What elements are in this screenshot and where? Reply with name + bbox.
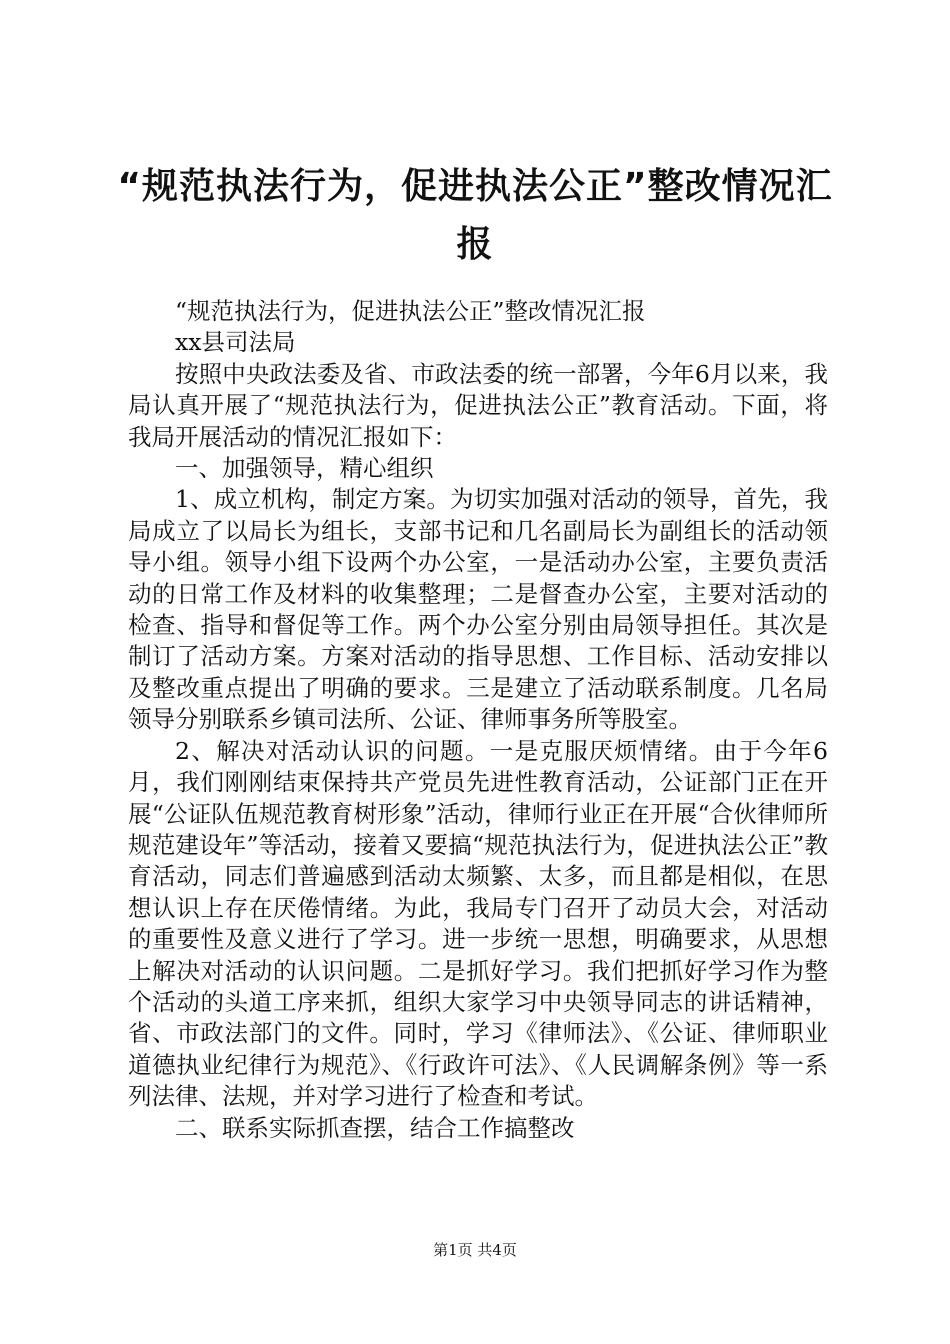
intro-paragraph: 按照中央政法委及省、市政法委的统一部署，今年6月以来，我局认真开展了“规范执法行为，促进执法公正”教育活动。下面，将我局开展活动的情况汇报如下：: [128, 359, 828, 451]
paragraph-1-organization: 1、成立机构，制定方案。为切实加强对活动的领导，首先，我局成立了以局长为组长，支部书记和几名副局长为副组长的活动领导小组。领导小组下设两个办公室，一是活动办公室，主要负责活动的日常工作及材料的收集整理；二是督查办公室，主要对活动的检查、指导和督促等工作。两个办公室分别由局领导担任。其次是制订了活动方案。方案对活动的指导思想、工作目标、活动安排以及整改重点提出了明确的要求。三是建立了活动联系制度。几名局领导分别联系乡镇司法所、公证、律师事务所等股室。: [128, 485, 828, 734]
issuer-line: xx县司法局: [175, 328, 296, 357]
section-heading-1: 一、加强领导，精心组织: [175, 454, 434, 483]
document-body: [128, 296, 828, 1144]
document-title: “规范执法行为，促进执法公正”整改情况汇报: [117, 166, 833, 265]
paragraph-2-awareness: 2、解决对活动认识的问题。一是克服厌烦情绪。由于今年6月，我们刚刚结束保持共产党员先进性教育活动，公证部门正在开展“公证队伍规范教育树形象”活动，律师行业正在开展“合伙律师所规范建设年”等活动，接着又要搞“规范执法行为，促进执法公正”教育活动，同志们普遍感到活动太频繁、太多，而且都是相似，在思想认识上存在厌倦情绪。为此，我局专门召开了动员大会，对活动的重要性及意义进行了学习。进一步统一思想，明确要求，从思想上解决对活动的认识问题。二是抓好学习。我们把抓好学习作为整个活动的头道工序来抓，组织大家学习中央领导同志的讲话精神，省、市政法部门的文件。同时，学习《律师法》、《公证、律师职业道德执业纪律行为规范》、《行政许可法》、《人民调解条例》等一系列法律、法规，并对学习进行了检查和考试。: [128, 736, 828, 1111]
section-heading-2: 二、联系实际抓查摆，结合工作搞整改: [175, 1113, 575, 1142]
repeated-title-line: “规范执法行为，促进执法公正”整改情况汇报: [175, 297, 646, 325]
page-footer: 第1页 共4页: [433, 1241, 517, 1259]
